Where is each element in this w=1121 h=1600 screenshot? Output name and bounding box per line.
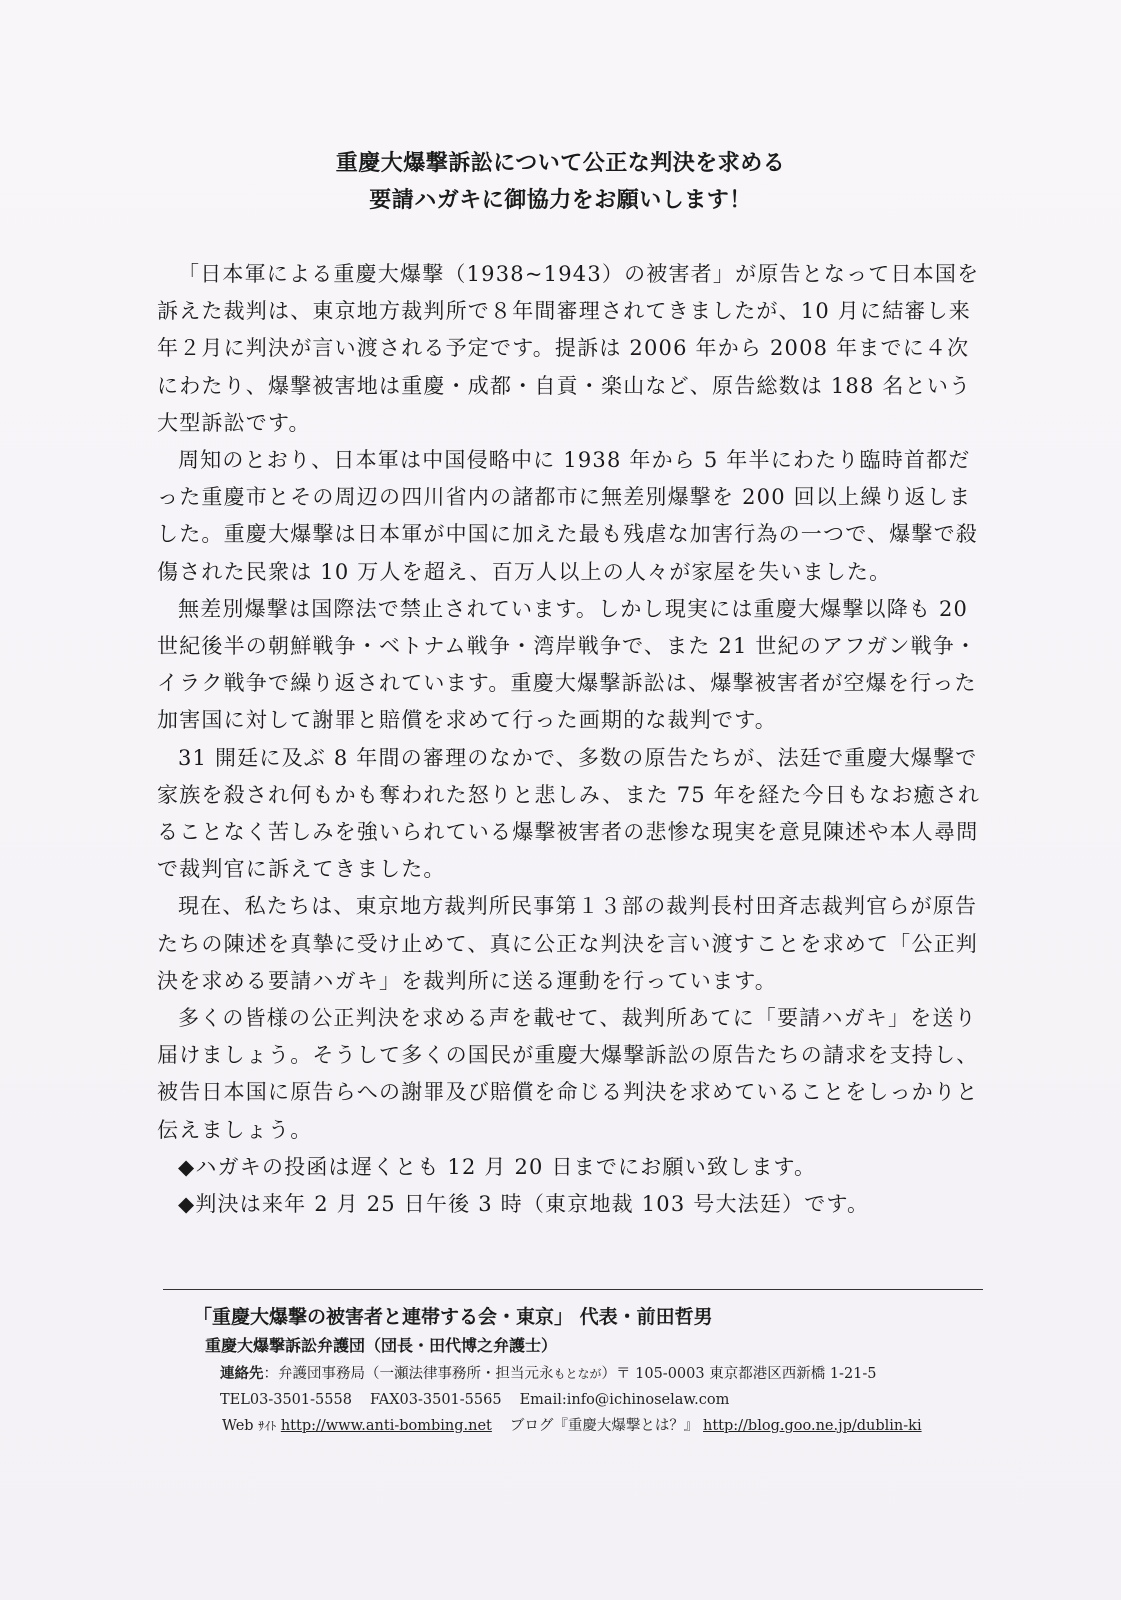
footer-divider bbox=[163, 1289, 983, 1290]
contact-address: ）〒 105-0003 東京都港区西新橋 1-21-5 bbox=[601, 1366, 877, 1382]
paragraph-2: 周知のとおり、日本軍は中国侵略中に 1938 年から 5 年半にわたり臨時首都だった重慶市とその周辺の四川省内の諸都市に無差別爆撃を 200 回以上繰り返しました。重慶大爆撃は日本軍が中国に加えた最も残虐な加害行為の一つで、爆撃で殺傷された民衆は 10 万人を超え、百万人以上の人々が家屋を失いました。 bbox=[157, 448, 978, 584]
contact-label: 連絡先 bbox=[220, 1366, 264, 1382]
paragraph-1: 「日本軍による重慶大爆撃（1938~1943）の被害者」が原告となって日本国を訴えた裁判は、東京地方裁判所で８年間審理されてきましたが、10 月に結審し来年２月に判決が言い渡される予定です。提訴は 2006 年から 2008 年までに４次にわたり、爆撃被害地は重慶・成都・自貢・楽山など、原告総数は 188 名という大型訴訟です。 bbox=[157, 262, 980, 435]
contact-address-line bbox=[220, 1364, 877, 1384]
document-title-line1: 重慶大爆撃訴訟について公正な判決を求める bbox=[335, 151, 786, 176]
contact-web-line bbox=[222, 1416, 922, 1436]
paragraph-4: 31 開廷に及ぶ 8 年間の審理のなかで、多数の原告たちが、法廷で重慶大爆撃で家族を殺され何もかも奪われた怒りと悲しみ、また 75 年を経た今日もなお癒されることなく苦しみを強いられている爆撃被害者の悲惨な現実を意見陳述や本人尋問で裁判官に訴えてきました。 bbox=[157, 745, 981, 882]
paragraph-3: 無差別爆撃は国際法で禁止されています。しかし現実には重慶大爆撃以降も 20 世紀後半の朝鮮戦争・ベトナム戦争・湾岸戦争で、また 21 世紀のアフガン戦争・イラク戦争で繰り返されています。重慶大爆撃訴訟は、爆撃被害者が空爆を行った加害国に対して謝罪と賠償を求めて行った画期的な裁判です。 bbox=[157, 596, 978, 733]
contact-furigana: もとなが bbox=[553, 1367, 602, 1381]
blog-label: ブログ『重慶大爆撃とは？』 bbox=[509, 1418, 699, 1434]
paragraph-6: 多くの皆様の公正判決を求める声を載せて、裁判所あてに「要請ハガキ」を送り届けましょう。そうして多くの国民が重慶大爆撃訴訟の原告たちの請求を支持し、被告日本国に原告らへの謝罪及び賠償を命じる判決を求めていることをしっかりと伝えましょう。 bbox=[157, 1006, 979, 1142]
fax-number: FAX03-3501-5565 bbox=[369, 1392, 502, 1408]
bullet-verdict-date: ◆判決は来年 2 月 25 日午後 3 時（東京地裁 103 号大法廷）です。 bbox=[178, 1192, 870, 1217]
contact-office: ：弁護団事務局（一瀬法律事務所・担当元永 bbox=[263, 1366, 554, 1382]
contact-phone-line bbox=[220, 1390, 729, 1410]
phone-number: TEL03-3501-5558 bbox=[220, 1392, 352, 1408]
email-address[interactable]: Email:info@ichinoselaw.com bbox=[519, 1392, 730, 1408]
lawyer-group-name: 重慶大爆撃訴訟弁護団（団長・田代博之弁護士） bbox=[205, 1336, 558, 1355]
document-body bbox=[157, 256, 987, 1223]
organization-name: 「重慶大爆撃の被害者と連帯する会・東京」 代表・前田哲男 bbox=[193, 1306, 713, 1328]
paragraph-5: 現在、私たちは、東京地方裁判所民事第１３部の裁判長村田斉志裁判官らが原告たちの陳述を真摯に受け止めて、真に公正な判決を言い渡すことを求めて「公正判決を求める要請ハガキ」を裁判所に送る運動を行っています。 bbox=[157, 894, 978, 993]
document-title-line2: 要請ハガキに御協力をお願いします！ bbox=[369, 188, 752, 213]
blog-link[interactable]: http://blog.goo.ne.jp/dublin-ki bbox=[703, 1418, 922, 1434]
bullet-postcard-deadline: ◆ハガキの投函は遅くとも 12 月 20 日までにお願い致します。 bbox=[178, 1154, 817, 1179]
web-label: Web bbox=[222, 1418, 254, 1434]
website-link[interactable]: http://www.anti-bombing.net bbox=[280, 1418, 492, 1434]
web-label-small: ｻｲﾄ bbox=[258, 1419, 277, 1433]
